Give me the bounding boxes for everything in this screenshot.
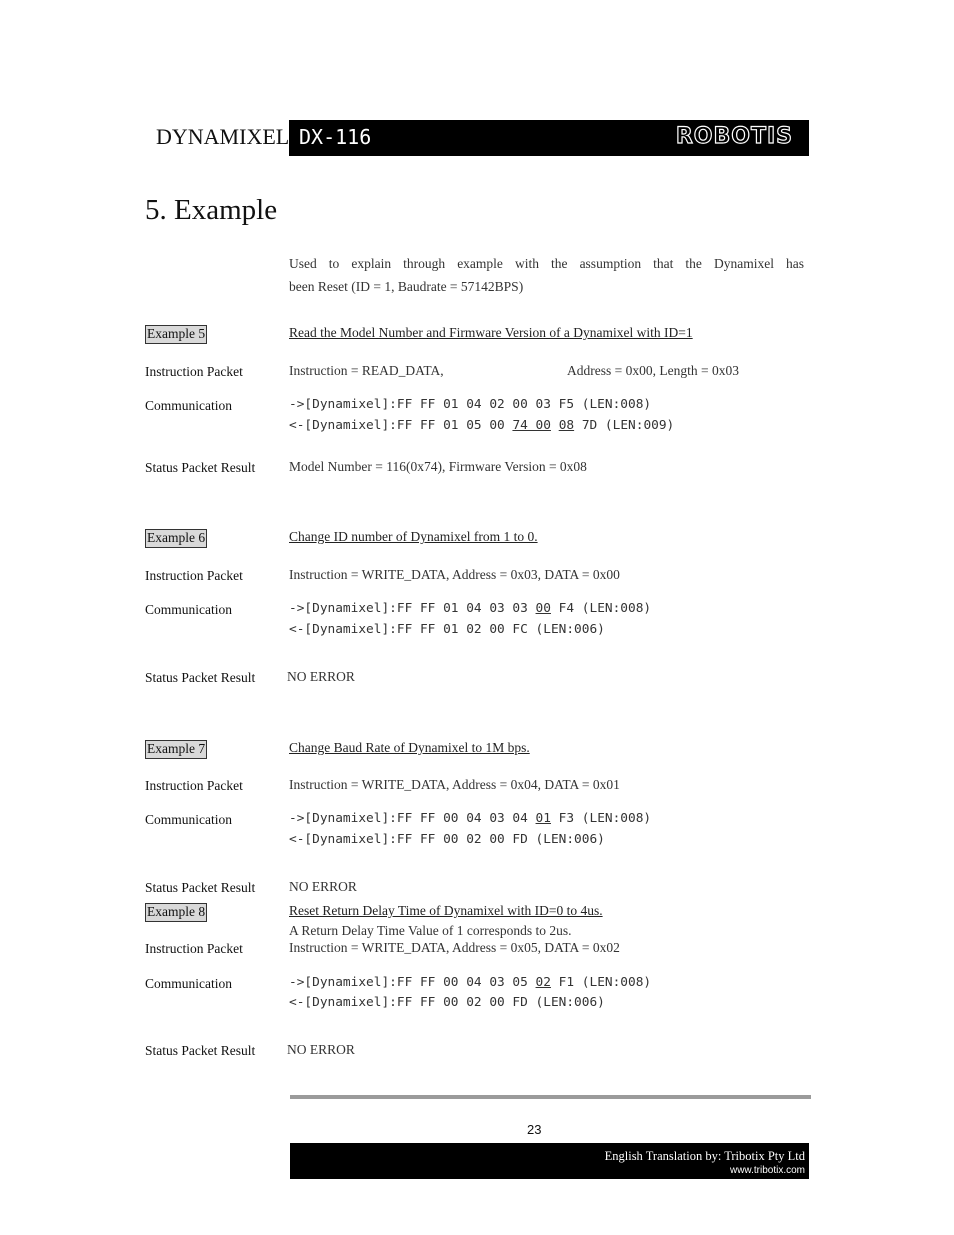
example-5-instruction-a: Instruction = READ_DATA, — [289, 363, 444, 378]
example-6-instruction-label: Instruction Packet — [145, 568, 243, 583]
example-7-title: Change Baud Rate of Dynamixel to 1M bps. — [289, 740, 530, 755]
example-7-tag: Example 7 — [145, 740, 207, 759]
example-6-instruction: Instruction = WRITE_DATA, Address = 0x03, DATA = 0x00 — [289, 567, 620, 582]
example-6-rx: <-[Dynamixel]:FF FF 01 02 00 FC (LEN:006) — [289, 622, 605, 637]
footer-translation: English Translation by: Tribotix Pty Ltd — [604, 1149, 805, 1163]
header-brand: DYNAMIXEL — [156, 124, 290, 149]
footer-rule — [290, 1095, 811, 1099]
example-8-tag: Example 8 — [145, 903, 207, 922]
example-6-title: Change ID number of Dynamixel from 1 to 0. — [289, 529, 538, 544]
section-title: 5. Example — [145, 194, 278, 226]
example-6-communication-label: Communication — [145, 602, 232, 617]
example-5-communication-label: Communication — [145, 398, 232, 413]
example-6-tag: Example 6 — [145, 529, 207, 548]
example-5-status-label: Status Packet Result — [145, 460, 256, 475]
example-8-note: A Return Delay Time Value of 1 corresponds to 2us. — [289, 923, 572, 938]
example-8-rx: <-[Dynamixel]:FF FF 00 02 00 FD (LEN:006) — [289, 995, 605, 1010]
example-6-status-label: Status Packet Result — [145, 670, 256, 685]
example-7-instruction-label: Instruction Packet — [145, 778, 243, 793]
example-7-instruction: Instruction = WRITE_DATA, Address = 0x04, DATA = 0x01 — [289, 777, 620, 792]
example-5-status: Model Number = 116(0x74), Firmware Version = 0x08 — [289, 459, 587, 474]
example-8-status: NO ERROR — [287, 1042, 355, 1057]
example-8-instruction-label: Instruction Packet — [145, 941, 243, 956]
intro-line-1: Used to explain through example with the assumption that the Dynamixel has — [289, 256, 804, 271]
example-5-rx: <-[Dynamixel]:FF FF 01 05 00 74 00 08 7D (LEN:009) — [289, 418, 675, 433]
example-8-status-label: Status Packet Result — [145, 1043, 256, 1058]
footer-website: www.tribotix.com — [729, 1165, 805, 1176]
example-6-status: NO ERROR — [287, 669, 355, 684]
example-7-tx: ->[Dynamixel]:FF FF 00 04 03 04 01 F3 (LEN:008) — [289, 811, 652, 826]
example-8-communication-label: Communication — [145, 976, 232, 991]
example-7-status: NO ERROR — [289, 879, 357, 894]
header-bar — [289, 120, 809, 156]
example-5-rx-model-bytes: 74 00 — [512, 418, 551, 433]
example-5-rx-version-byte: 08 — [558, 418, 575, 433]
header-model: DX-116 — [299, 125, 372, 149]
example-7-communication-label: Communication — [145, 812, 232, 827]
example-5-tx: ->[Dynamixel]:FF FF 01 04 02 00 03 F5 (LEN:008) — [289, 397, 652, 412]
example-5-instruction-b: Address = 0x00, Length = 0x03 — [567, 363, 739, 378]
example-6-tx: ->[Dynamixel]:FF FF 01 04 03 03 00 F4 (LEN:008) — [289, 601, 652, 616]
example-7-status-label: Status Packet Result — [145, 880, 256, 895]
example-8-tx: ->[Dynamixel]:FF FF 00 04 03 05 02 F1 (LEN:008) — [289, 975, 652, 990]
example-5-title: Read the Model Number and Firmware Version of a Dynamixel with ID=1 — [289, 325, 693, 340]
footer-bar — [290, 1143, 809, 1179]
example-5-instruction-label: Instruction Packet — [145, 364, 243, 379]
example-8-title: Reset Return Delay Time of Dynamixel with ID=0 to 4us. — [289, 903, 603, 918]
intro-line-2: been Reset (ID = 1, Baudrate = 57142BPS) — [289, 279, 524, 294]
example-5-tag: Example 5 — [145, 325, 207, 344]
example-7-rx: <-[Dynamixel]:FF FF 00 02 00 FD (LEN:006) — [289, 832, 605, 847]
page-number: 23 — [527, 1122, 542, 1137]
example-8-instruction: Instruction = WRITE_DATA, Address = 0x05, DATA = 0x02 — [289, 940, 620, 955]
robotis-logo: ROBOTIS — [675, 124, 793, 149]
